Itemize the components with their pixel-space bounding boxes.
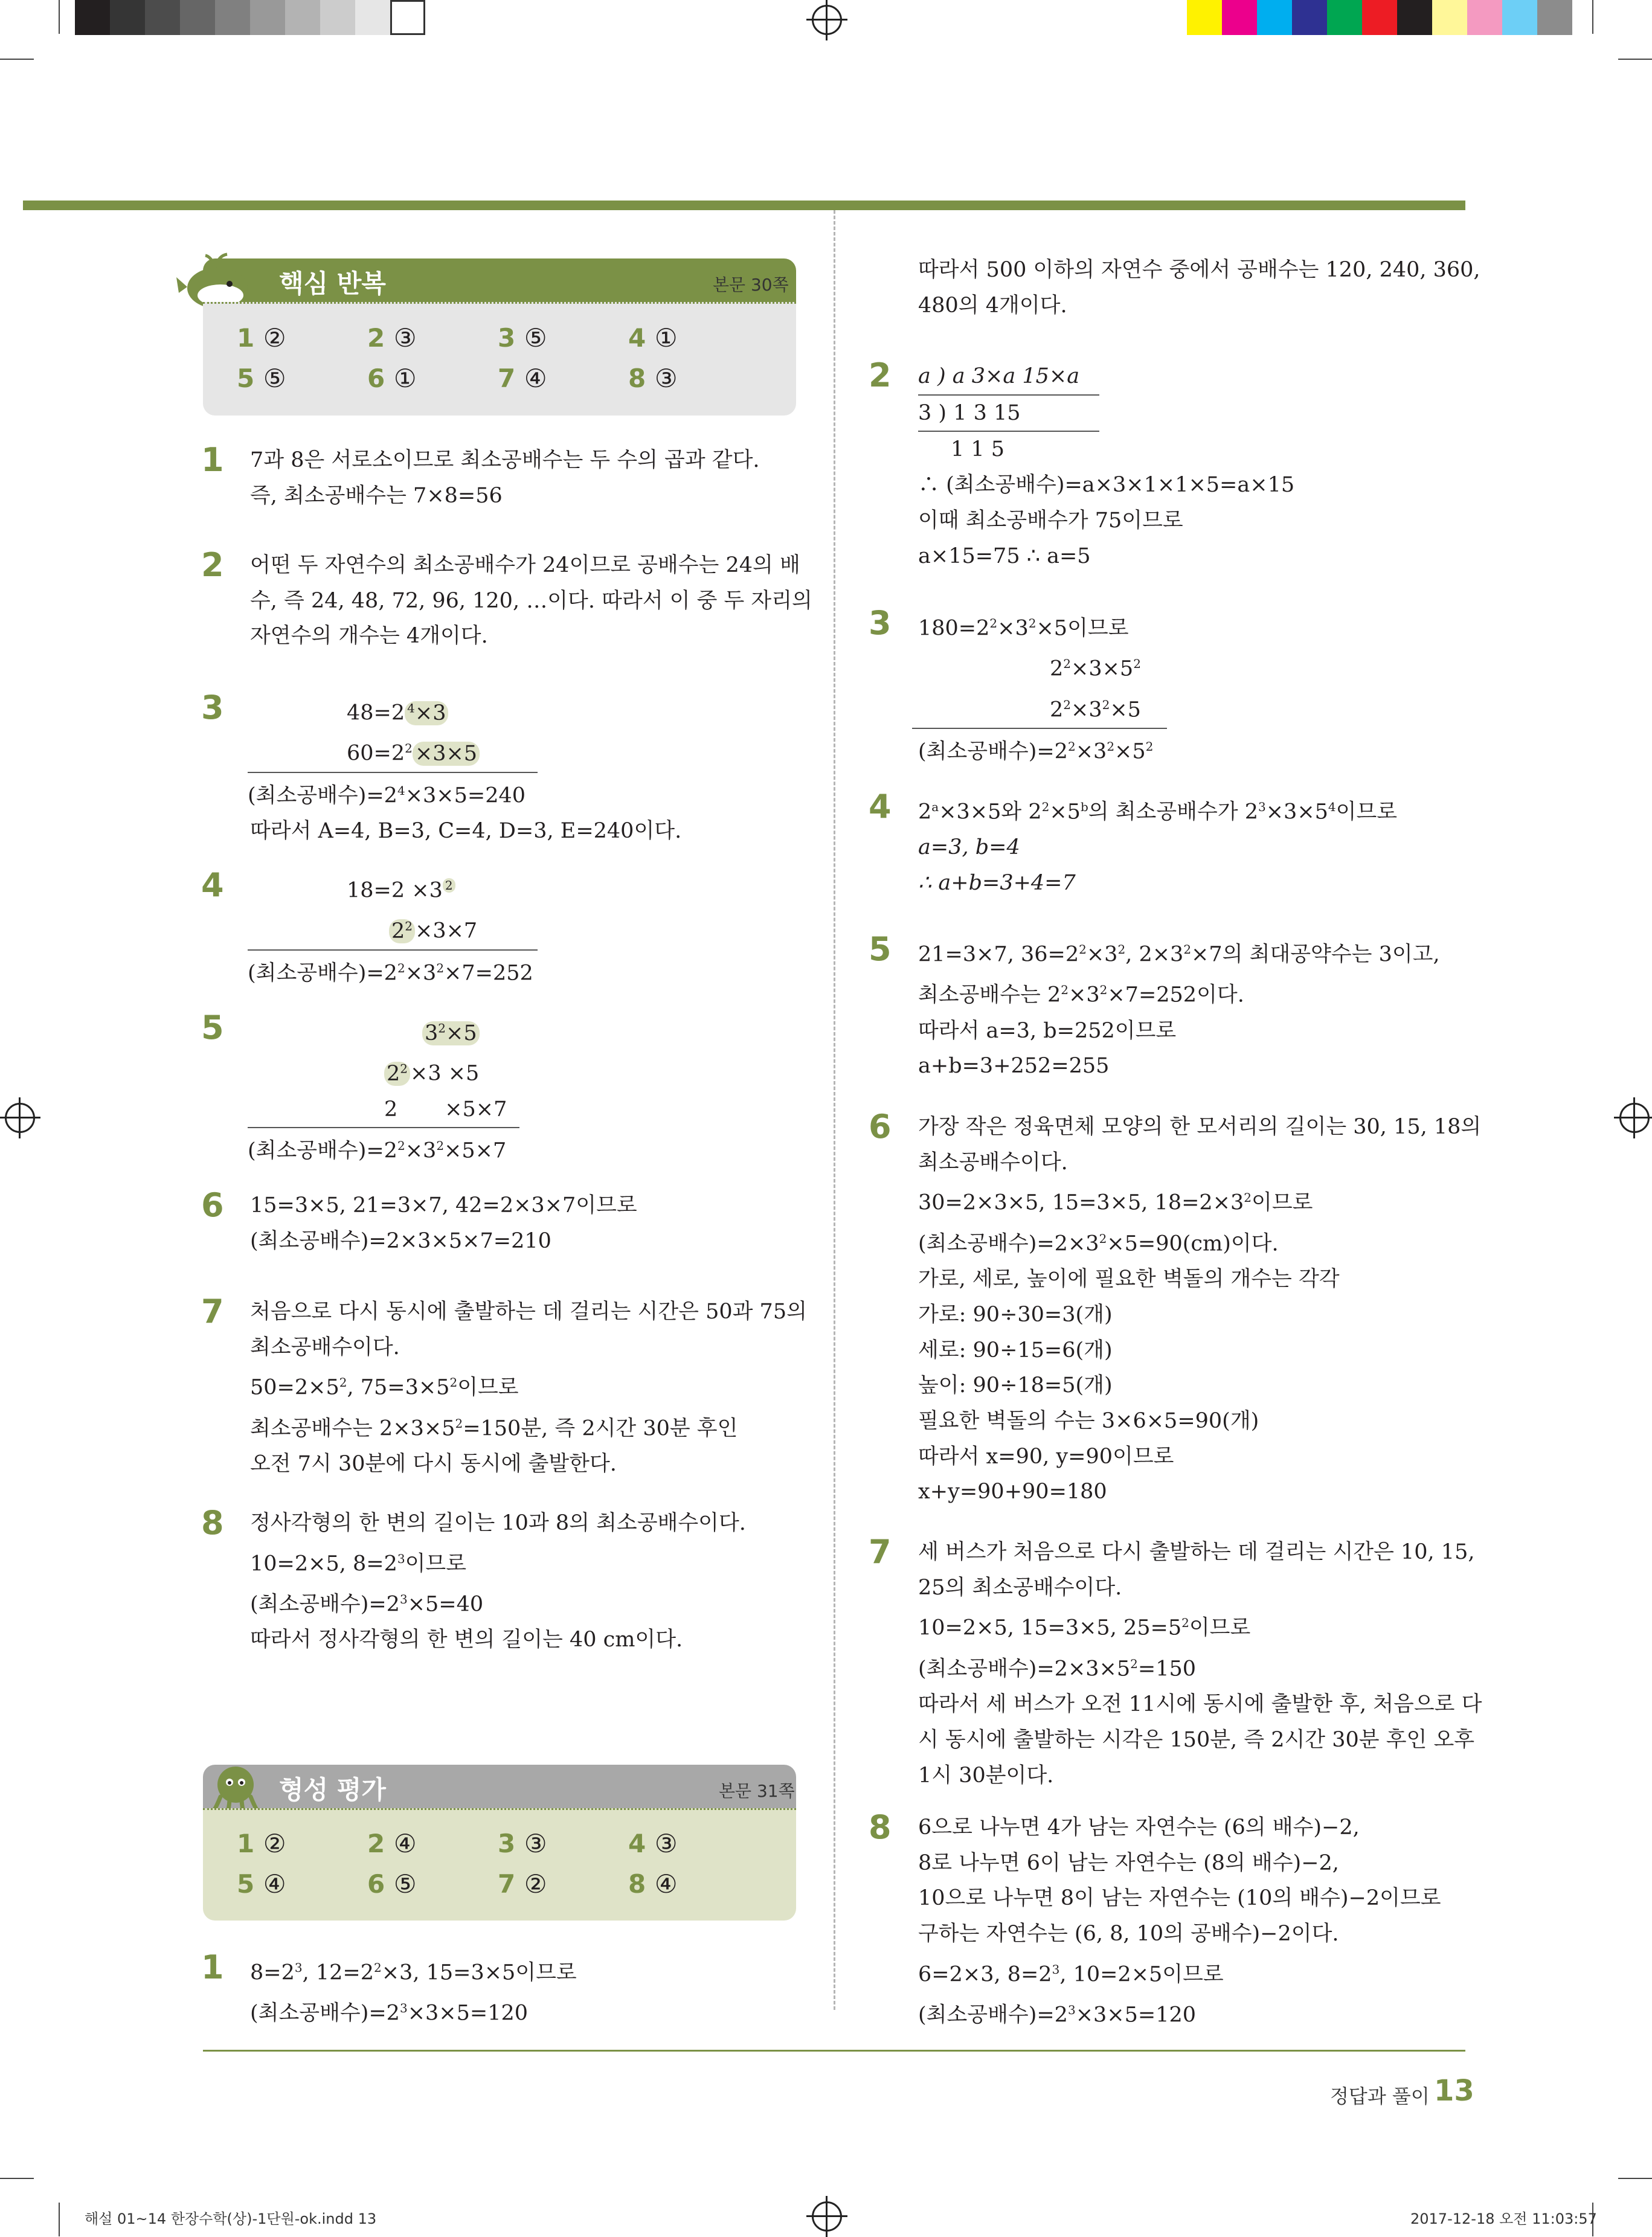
box-title: 형성 평가 bbox=[279, 1775, 386, 1805]
box-body bbox=[203, 302, 796, 416]
solution-1: 7과 8은 서로소이므로 최소공배수는 두 수의 곱과 같다. 즉, 최소공배수는 7×8=56 bbox=[250, 448, 760, 508]
solution-5: $3^2\times 5$ $2^2 \times 3 \times 5$ 2 ×5×7 (최소공배수)$=2^2\times 3^2\times 5\times 7$ bbox=[250, 1010, 519, 1169]
box-title: 핵심 반복 bbox=[279, 269, 386, 298]
solution-r2: a ) a 3×a 15×a 3 ) 1 3 15 1 1 5 ∴ (최소공배수)=a×3×1×1×5=a×15 이때 최소공배수가 75이므로 a×15=75 ∴ a=5 bbox=[918, 359, 1294, 574]
problem-number: 4 bbox=[869, 788, 892, 826]
box-page-ref: 본문 31쪽 bbox=[719, 1781, 795, 1801]
registration-mark-right bbox=[1619, 1103, 1650, 1133]
solution-r6: 가장 작은 정육면체 모양의 한 모서리의 길이는 30, 15, 18의 최소공배수이다. 30=2×3×5, 15=3×5, $18=2\times 3^2$이므로 (최소공배수)$=2\times 3^2\times 5=90(cm)$이다. 가로, 세로, 높이에 필요한 벽돌의 개수는 각각 가로: 90÷30=3(개) 세로: 90÷15=6(개) 높이: 90÷18=5(개) 필요한 벽돌의 수는 3×6×5=90(개) 따라서 x=90, y=90이므로 x+y=90+90=180 bbox=[918, 1115, 1482, 1504]
answer-item: 8 ④ bbox=[628, 1869, 678, 1899]
answer-item: 3 ⑤ bbox=[498, 323, 547, 353]
answer-item: 2 ④ bbox=[367, 1829, 417, 1858]
problem-number: 1 bbox=[201, 1948, 224, 1986]
problem-number: 3 bbox=[201, 688, 224, 727]
solution-r8: 6으로 나누면 4가 남는 자연수는 (6의 배수)−2, 8로 나누면 6이 남는 자연수는 (8의 배수)−2, 10으로 나누면 8이 남는 자연수는 (10의 배수)−2이므로 구하는 자연수는 (6, 8, 10의 공배수)−2이다. 6=2×3, $8=2^3$, 10=2×5이므로 (최소공배수)$=2^3\times 3\times 5=120$ bbox=[918, 1815, 1441, 2027]
continuation-text: 따라서 500 이하의 자연수 중에서 공배수는 120, 240, 360, 480의 4개이다. bbox=[918, 258, 1480, 318]
solution-8: 정사각형의 한 변의 길이는 10과 8의 최소공배수이다. 10=2×5, $8=2^3$이므로 (최소공배수)$=2^3\times 5=40$ 따라서 정사각형의 한 변의 길이는 40 cm이다. bbox=[250, 1511, 746, 1652]
solution-r4: $2^a\times 3\times 5$와 $2^2\times 5^b$의 최소공배수가 $2^3\times 3\times 5^4$이므로 a=3, b=4 ∴ a+b=3+4=7 bbox=[918, 800, 1398, 896]
page-number: 13 bbox=[1434, 2074, 1474, 2108]
header-bar bbox=[23, 201, 1465, 210]
answer-item: 5 ④ bbox=[237, 1869, 286, 1899]
registration-mark-top bbox=[812, 5, 842, 35]
crop-mark bbox=[59, 0, 60, 34]
answer-item: 7 ② bbox=[498, 1869, 547, 1899]
problem-number: 3 bbox=[869, 604, 892, 642]
answer-item: 6 ⑤ bbox=[367, 1869, 417, 1899]
problem-number: 8 bbox=[869, 1808, 892, 1846]
problem-number: 1 bbox=[201, 441, 224, 479]
column-divider bbox=[834, 210, 835, 2010]
problem-number: 8 bbox=[201, 1504, 224, 1542]
answer-item: 7 ④ bbox=[498, 364, 547, 393]
answer-item: 5 ⑤ bbox=[237, 364, 286, 393]
answer-item: 2 ③ bbox=[367, 323, 417, 353]
page-label: 정답과 풀이 bbox=[1330, 2085, 1430, 2108]
answer-item: 4 ③ bbox=[628, 1829, 678, 1858]
box-dotted-rule bbox=[203, 302, 796, 304]
crop-mark bbox=[0, 2178, 34, 2179]
registration-mark-bottom bbox=[812, 2201, 842, 2232]
box-dotted-rule bbox=[203, 1808, 796, 1810]
solution-2: 어떤 두 자연수의 최소공배수가 24이므로 공배수는 24의 배 수, 즉 24, 48, 72, 96, 120, …이다. 따라서 이 중 두 자리의 자연수의 개수는 4개이다. bbox=[250, 553, 812, 649]
solution-7: 처음으로 다시 동시에 출발하는 데 걸리는 시간은 50과 75의 최소공배수이다. $50=2\times 5^2$, $75=3\times 5^2$이므로 최소공배수는 $2\times 3\times 5^2=150$분, 즉 2시간 30분 후인 오전 7시 30분에 다시 동시에 출발한다. bbox=[250, 1300, 807, 1477]
crop-mark bbox=[1618, 59, 1652, 60]
answer-item: 3 ③ bbox=[498, 1829, 547, 1858]
problem-number: 7 bbox=[869, 1533, 892, 1571]
crop-mark bbox=[59, 2203, 60, 2236]
bottom-rule bbox=[203, 2050, 1465, 2052]
answer-item: 6 ① bbox=[367, 364, 417, 393]
registration-mark-left bbox=[5, 1103, 35, 1133]
crop-mark bbox=[0, 59, 34, 60]
footer-filename: 해설 01~14 한장수학(상)-1단원-ok.indd 13 bbox=[85, 2210, 377, 2227]
answer-item: 4 ① bbox=[628, 323, 678, 353]
footer-timestamp: 2017-12-18 오전 11:03:57 bbox=[1410, 2210, 1597, 2227]
problem-number: 6 bbox=[201, 1186, 224, 1224]
box-page-ref: 본문 30쪽 bbox=[713, 275, 789, 295]
problem-number: 7 bbox=[201, 1292, 224, 1330]
problem-number: 5 bbox=[869, 930, 892, 968]
problem-number: 4 bbox=[201, 866, 224, 904]
answer-item: 8 ③ bbox=[628, 364, 678, 393]
crop-mark bbox=[1592, 0, 1593, 34]
solution-4: 18=2 ×3 $^2$ $2^2 \times 3\times 7$ (최소공배수)$=2^2\times 3^2\times 7=252$ bbox=[250, 868, 538, 991]
formative-solution-1: $8=2^3$, $12=2^2\times 3$, 15=3×5이므로 (최소공배수)$=2^3\times 3\times 5=120$ bbox=[250, 1960, 577, 2026]
problem-number: 2 bbox=[201, 546, 224, 584]
solution-r7: 세 버스가 처음으로 다시 출발하는 데 걸리는 시간은 10, 15, 25의 최소공배수이다. 10=2×5, 15=3×5, $25=5^2$이므로 (최소공배수)$=2\times 3\times 5^2=150$ 따라서 세 버스가 오전 11시에 동시에 출발한 후, 처음으로 다 시 동시에 출발하는 시각은 150분, 즉 2시간 30분 후인 오후 1시 30분이다. bbox=[918, 1540, 1482, 1788]
box-body bbox=[203, 1808, 796, 1921]
solution-r5: 21=3×7, $36=2^2\times 3^2$, $2\times 3^2\times 7$의 최대공약수는 3이고, 최소공배수는 $2^2\times 3^2\times 7=252$이다. 따라서 a=3, b=252이므로 a+b=3+252=255 bbox=[918, 942, 1440, 1079]
problem-number: 2 bbox=[869, 356, 892, 394]
solution-3: 48=2 $^4$×3 $60=2^2 \times 3\times 5$ (최소공배수)$=2^4\times 3\times 5=240$ 따라서 A=4, B=3, C=4, D=3, E=240이다. bbox=[248, 701, 682, 844]
problem-number: 5 bbox=[201, 1009, 224, 1047]
solution-r3: $180=2^2\times 3^2\times 5$이므로 $2^2\times 3\times 5^2$ $2^2\times 3^2\times 5$ (최소공배수)$=2^2\times 3^2\times 5^2$ bbox=[918, 606, 1167, 769]
problem-number: 6 bbox=[869, 1108, 892, 1146]
answer-item: 1 ② bbox=[237, 323, 286, 353]
answer-item: 1 ② bbox=[237, 1829, 286, 1858]
solution-6: 15=3×5, 21=3×7, 42=2×3×7이므로 (최소공배수)=2×3×5×7=210 bbox=[250, 1193, 637, 1253]
crop-mark bbox=[1618, 2178, 1652, 2179]
